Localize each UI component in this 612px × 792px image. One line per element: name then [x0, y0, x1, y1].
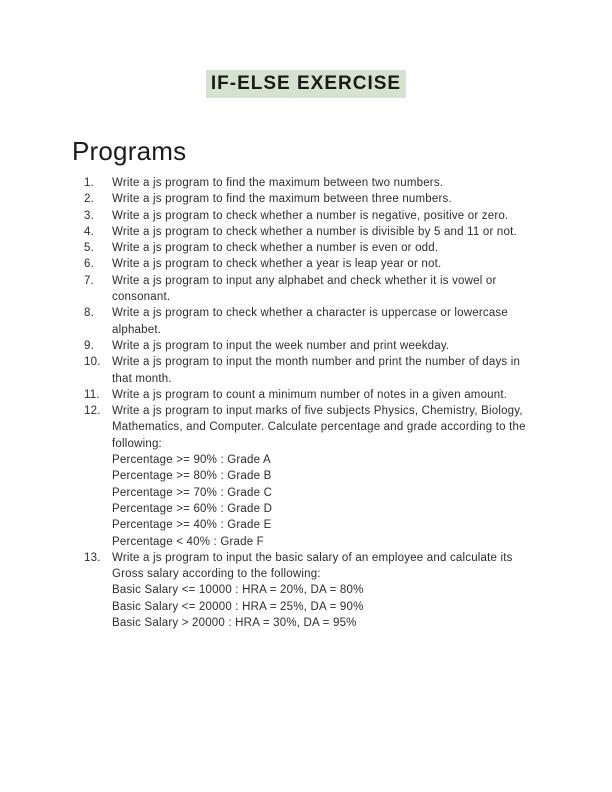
program-number: 12.	[84, 405, 101, 418]
program-body	[112, 305, 536, 338]
document-title: IF-ELSE EXERCISE	[206, 70, 406, 98]
program-item	[84, 256, 612, 272]
program-number: 9.	[84, 339, 94, 352]
program-subline: Percentage < 40% : Grade F	[112, 535, 264, 548]
program-text: Write a js program to check whether a number is negative, positive or zero.	[112, 209, 509, 222]
program-body	[112, 403, 536, 550]
program-subline: Basic Salary <= 10000 : HRA = 20%, DA = 80%	[112, 584, 364, 597]
program-subline: Basic Salary <= 20000 : HRA = 25%, DA = 90%	[112, 600, 364, 613]
program-item	[84, 305, 612, 338]
program-body	[112, 240, 536, 256]
program-text: Write a js program to check whether a number is divisible by 5 and 11 or not.	[112, 225, 517, 238]
section-heading: Programs	[72, 136, 187, 166]
program-number: 10.	[84, 356, 101, 369]
programs-list	[0, 166, 612, 631]
program-item	[84, 403, 612, 550]
program-number: 1.	[84, 177, 94, 189]
program-body	[112, 338, 536, 354]
program-text: Write a js program to input the week number and print weekday.	[112, 339, 450, 352]
program-item	[84, 224, 612, 240]
program-item	[84, 387, 612, 403]
program-body	[112, 208, 536, 224]
program-subline: Percentage >= 40% : Grade E	[112, 519, 272, 532]
program-body	[112, 387, 536, 403]
program-number: 6.	[84, 258, 94, 271]
program-text: Write a js program to input the basic salary of an employee and calculate its Gross salary according to the following:	[112, 551, 513, 581]
program-item	[84, 175, 612, 191]
program-body	[112, 224, 536, 240]
title-row	[0, 0, 612, 98]
program-body	[112, 256, 536, 272]
program-item	[84, 208, 612, 224]
program-subline: Percentage >= 60% : Grade D	[112, 502, 273, 515]
program-item	[84, 338, 612, 354]
program-body	[112, 354, 536, 387]
program-subline: Percentage >= 90% : Grade A	[112, 454, 271, 467]
program-number: 11.	[84, 388, 100, 401]
program-number: 2.	[84, 193, 94, 206]
program-text: Write a js program to find the maximum between two numbers.	[112, 177, 444, 189]
program-body	[112, 175, 536, 191]
program-item	[84, 240, 612, 256]
program-sublines	[112, 452, 536, 550]
program-body	[112, 191, 536, 207]
program-sublines	[112, 582, 536, 631]
program-body	[112, 273, 536, 306]
program-text: Write a js program to input the month number and print the number of days in that month.	[112, 356, 521, 385]
program-number: 3.	[84, 209, 94, 222]
program-item	[84, 550, 612, 631]
program-text: Write a js program to check whether a character is uppercase or lowercase alphabet.	[112, 307, 508, 336]
program-item	[84, 354, 612, 387]
program-text: Write a js program to input marks of five subjects Physics, Chemistry, Biology, Mathematics, and Computer. Calculate percentage and grade according to the following:	[112, 405, 526, 450]
program-body	[112, 550, 536, 631]
program-text: Write a js program to find the maximum between three numbers.	[112, 193, 452, 206]
program-number: 5.	[84, 242, 94, 255]
program-text: Write a js program to check whether a number is even or odd.	[112, 242, 439, 255]
program-subline: Percentage >= 80% : Grade B	[112, 470, 272, 483]
program-item	[84, 273, 612, 306]
program-text: Write a js program to input any alphabet and check whether it is vowel or consonant.	[112, 274, 497, 304]
program-number: 8.	[84, 307, 94, 320]
program-subline: Basic Salary > 20000 : HRA = 30%, DA = 95%	[112, 617, 357, 630]
program-text: Write a js program to check whether a year is leap year or not.	[112, 258, 442, 271]
program-number: 7.	[84, 274, 94, 287]
program-number: 13.	[84, 551, 101, 564]
program-text: Write a js program to count a minimum number of notes in a given amount.	[112, 388, 508, 401]
program-item	[84, 191, 612, 207]
program-subline: Percentage >= 70% : Grade C	[112, 486, 273, 499]
program-number: 4.	[84, 225, 94, 238]
